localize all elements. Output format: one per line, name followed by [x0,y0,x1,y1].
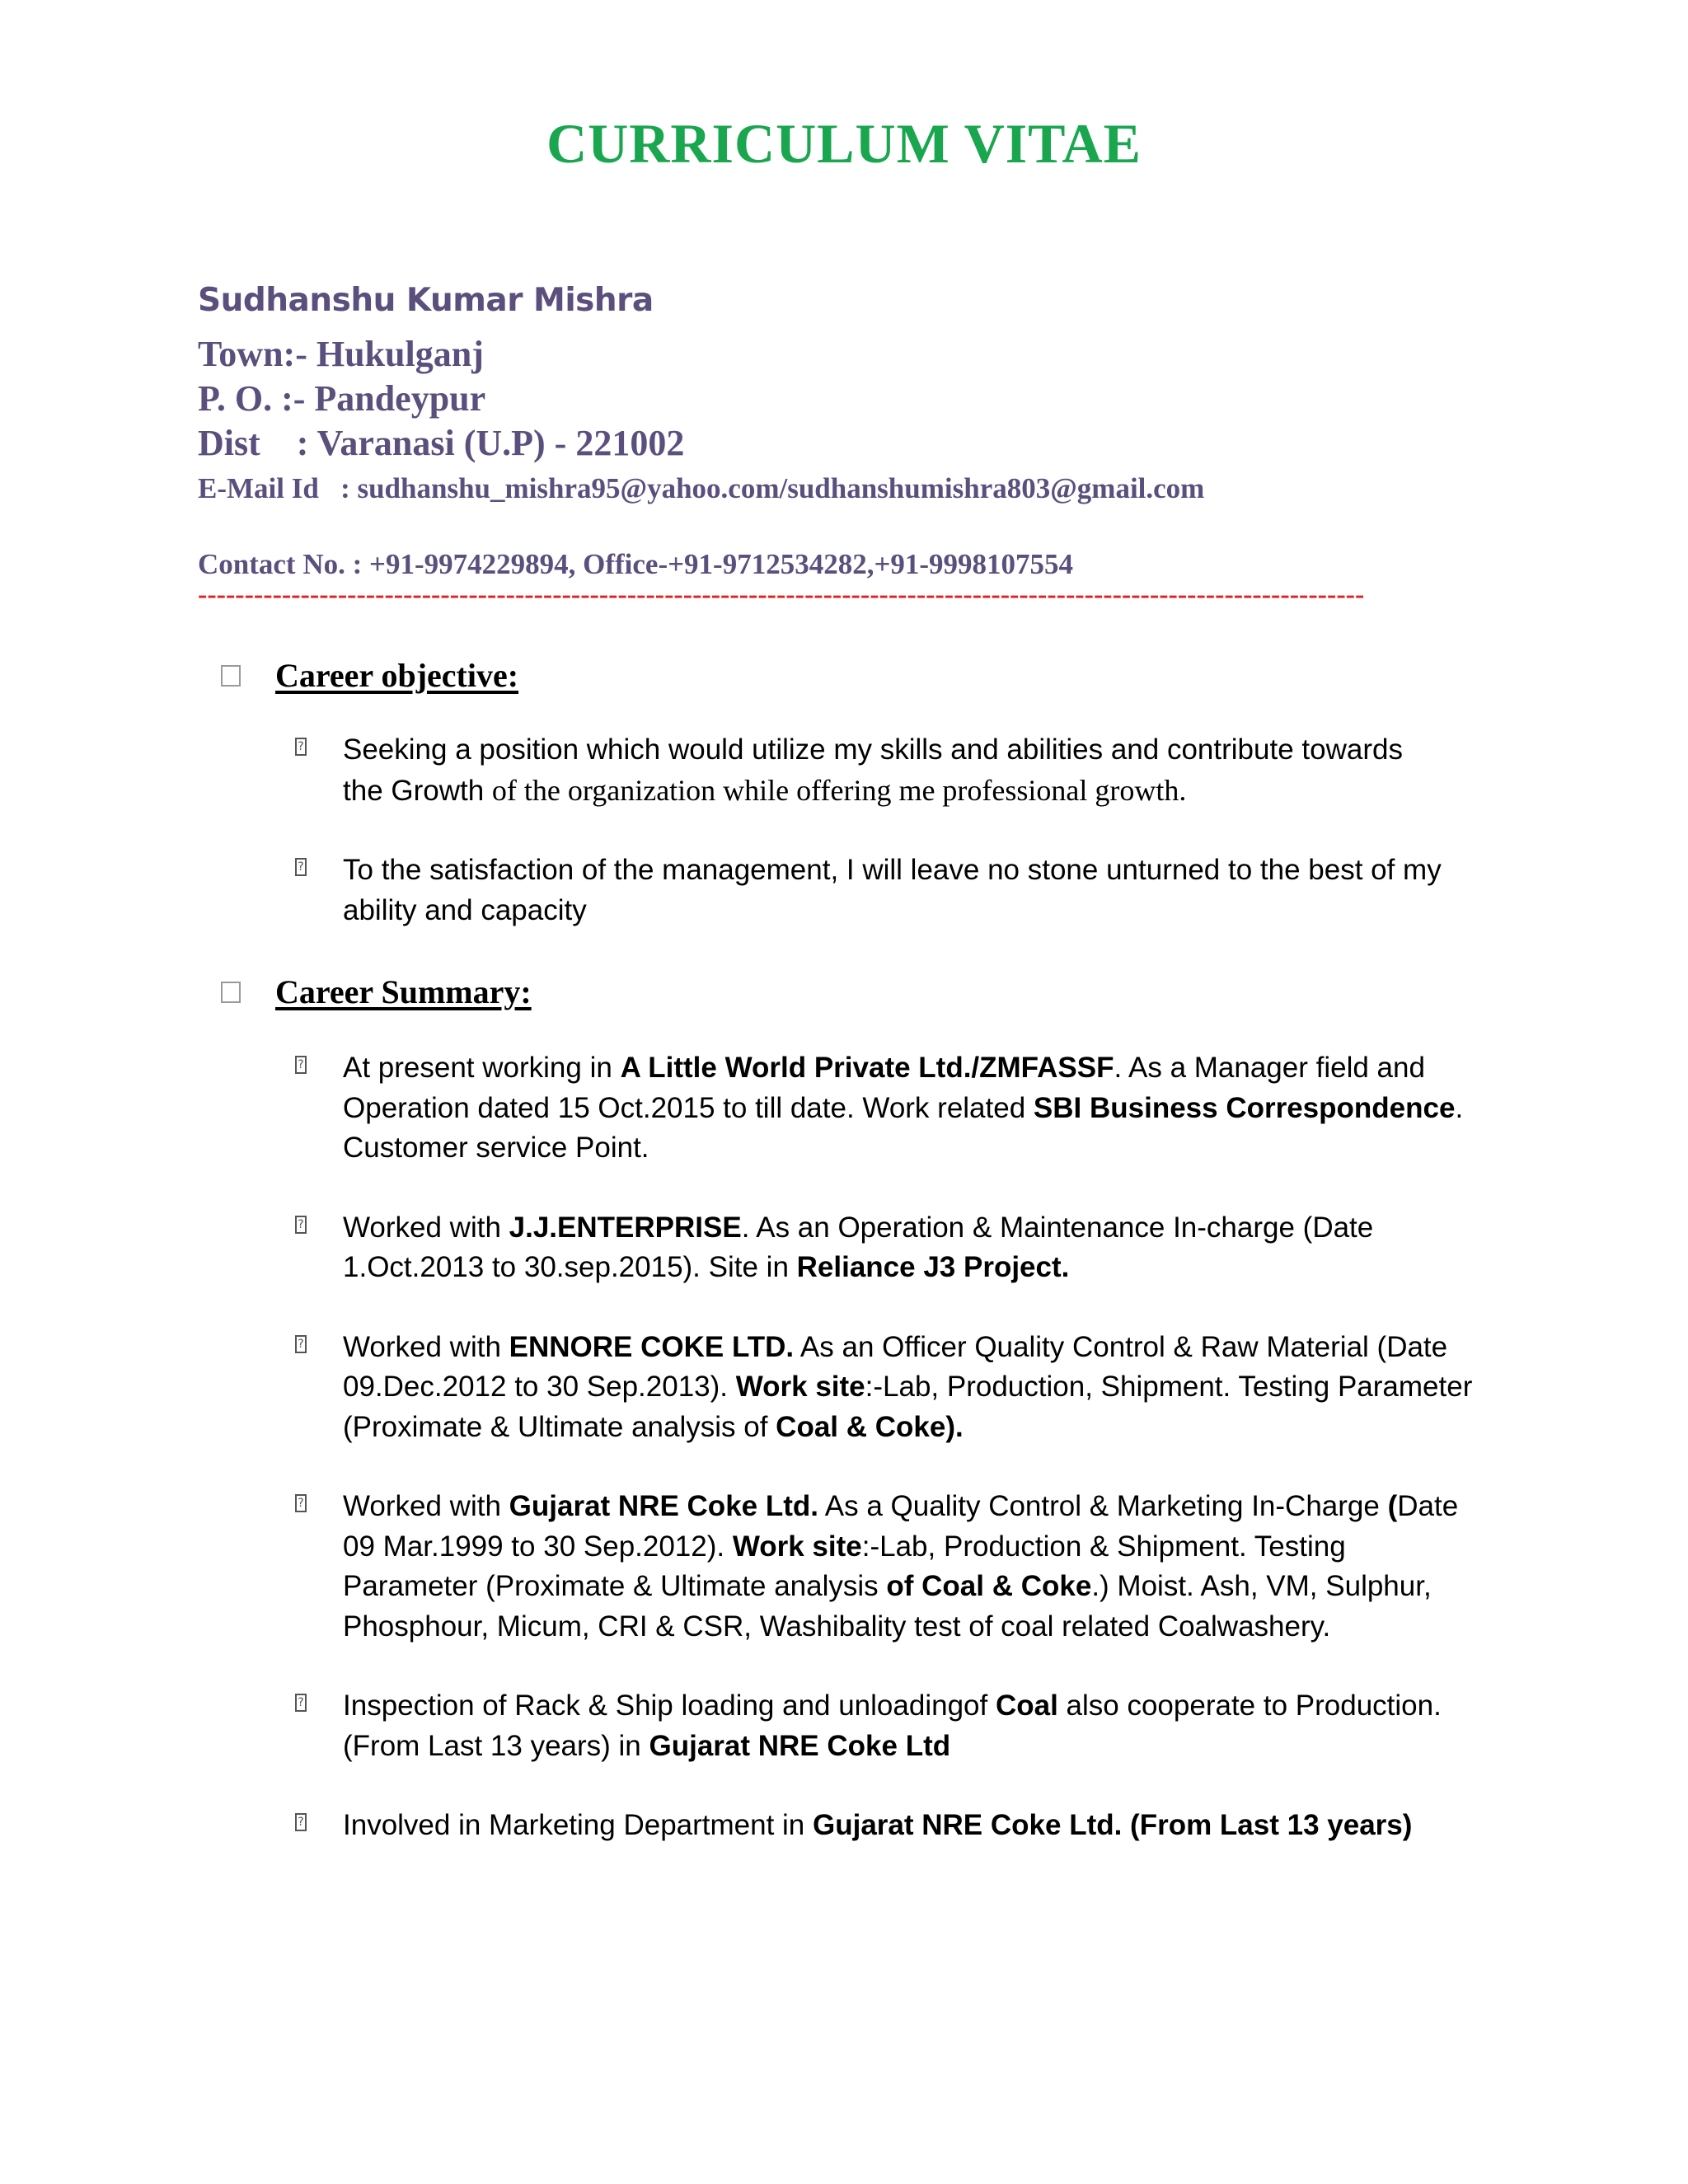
missing-glyph-icon: ? [295,1335,307,1353]
address-po: P. O. :- Pandeypur [198,378,486,419]
missing-glyph-icon: ? [295,858,307,876]
career-objective-title: Career objective: [275,657,519,694]
career-summary-heading [221,972,532,1011]
list-item: ? Seeking a position which would utilize my skills and abilities and contribute towards the Growth of the organization while offering me professional growth. [295,730,1482,811]
list-item: ? To the satisfaction of the management, I will leave no stone unturned to the best of my ability and capacity [295,851,1482,930]
missing-glyph-icon: ? [295,1494,307,1512]
checkbox-square-icon [221,982,241,1003]
career-objective-heading [221,656,518,695]
list-item: ? Worked with ENNORE COKE LTD. As an Officer Quality Control & Raw Material (Date 09.Dec.2012 to 30 Sep.2013). Work site:-Lab, Production, Shipment. Testing Parameter (Proximate & Ultimate analysis of Coal & Coke). [295,1328,1482,1448]
list-item: ? Worked with Gujarat NRE Coke Ltd. As a Quality Control & Marketing In-Charge (Date 09 Mar.1999 to 30 Sep.2012). Work site:-Lab, Production & Shipment. Testing Parameter (Proximate & Ultimate analysis of Coal & Coke.) Moist. Ash, VM, Sulphur, Phosphour, Micum, CRI & CSR, Washibality test of coal related Coalwashery. [295,1487,1482,1647]
list-item: ? Involved in Marketing Department in Gujarat NRE Coke Ltd. (From Last 13 years) [295,1806,1482,1846]
missing-glyph-icon: ? [295,1694,307,1712]
contact-header [198,284,1599,607]
missing-glyph-icon: ? [295,1216,307,1234]
missing-glyph-icon: ? [295,1056,307,1074]
career-summary-title: Career Summary: [275,973,532,1010]
address-dist: Dist : Varanasi (U.P) - 221002 [198,423,685,463]
checkbox-square-icon [221,665,241,687]
email-line: E-Mail Id : sudhanshu_mishra95@yahoo.com/sudhanshumishra803@gmail.com [198,472,1205,504]
career-summary-list [295,1048,1482,1846]
list-item: ? Inspection of Rack & Ship loading and unloadingof Coal also cooperate to Production. (From Last 13 years) in Gujarat NRE Coke Ltd [295,1686,1482,1766]
missing-glyph-icon: ? [295,738,307,756]
address-town: Town:- Hukulganj [198,334,484,374]
header-divider: ----------------------------------------------------------------------------------------------------------------------------- [198,583,1365,607]
applicant-name: Sudhanshu Kumar Mishra [198,282,654,319]
list-item: ? Worked with J.J.ENTERPRISE. As an Operation & Maintenance In-charge (Date 1.Oct.2013 to 30.sep.2015). Site in Reliance J3 Project. [295,1208,1482,1288]
list-item: ? At present working in A Little World Private Ltd./ZMFASSF. As a Manager field and Operation dated 15 Oct.2015 to till date. Work related SBI Business Correspondence. Customer service Point. [295,1048,1482,1169]
document-title: CURRICULUM VITAE [546,112,1142,175]
missing-glyph-icon: ? [295,1813,307,1831]
contact-line: Contact No. : +91-9974229894, Office-+91-9712534282,+91-9998107554 [198,548,1074,580]
career-objective-list [295,730,1482,930]
